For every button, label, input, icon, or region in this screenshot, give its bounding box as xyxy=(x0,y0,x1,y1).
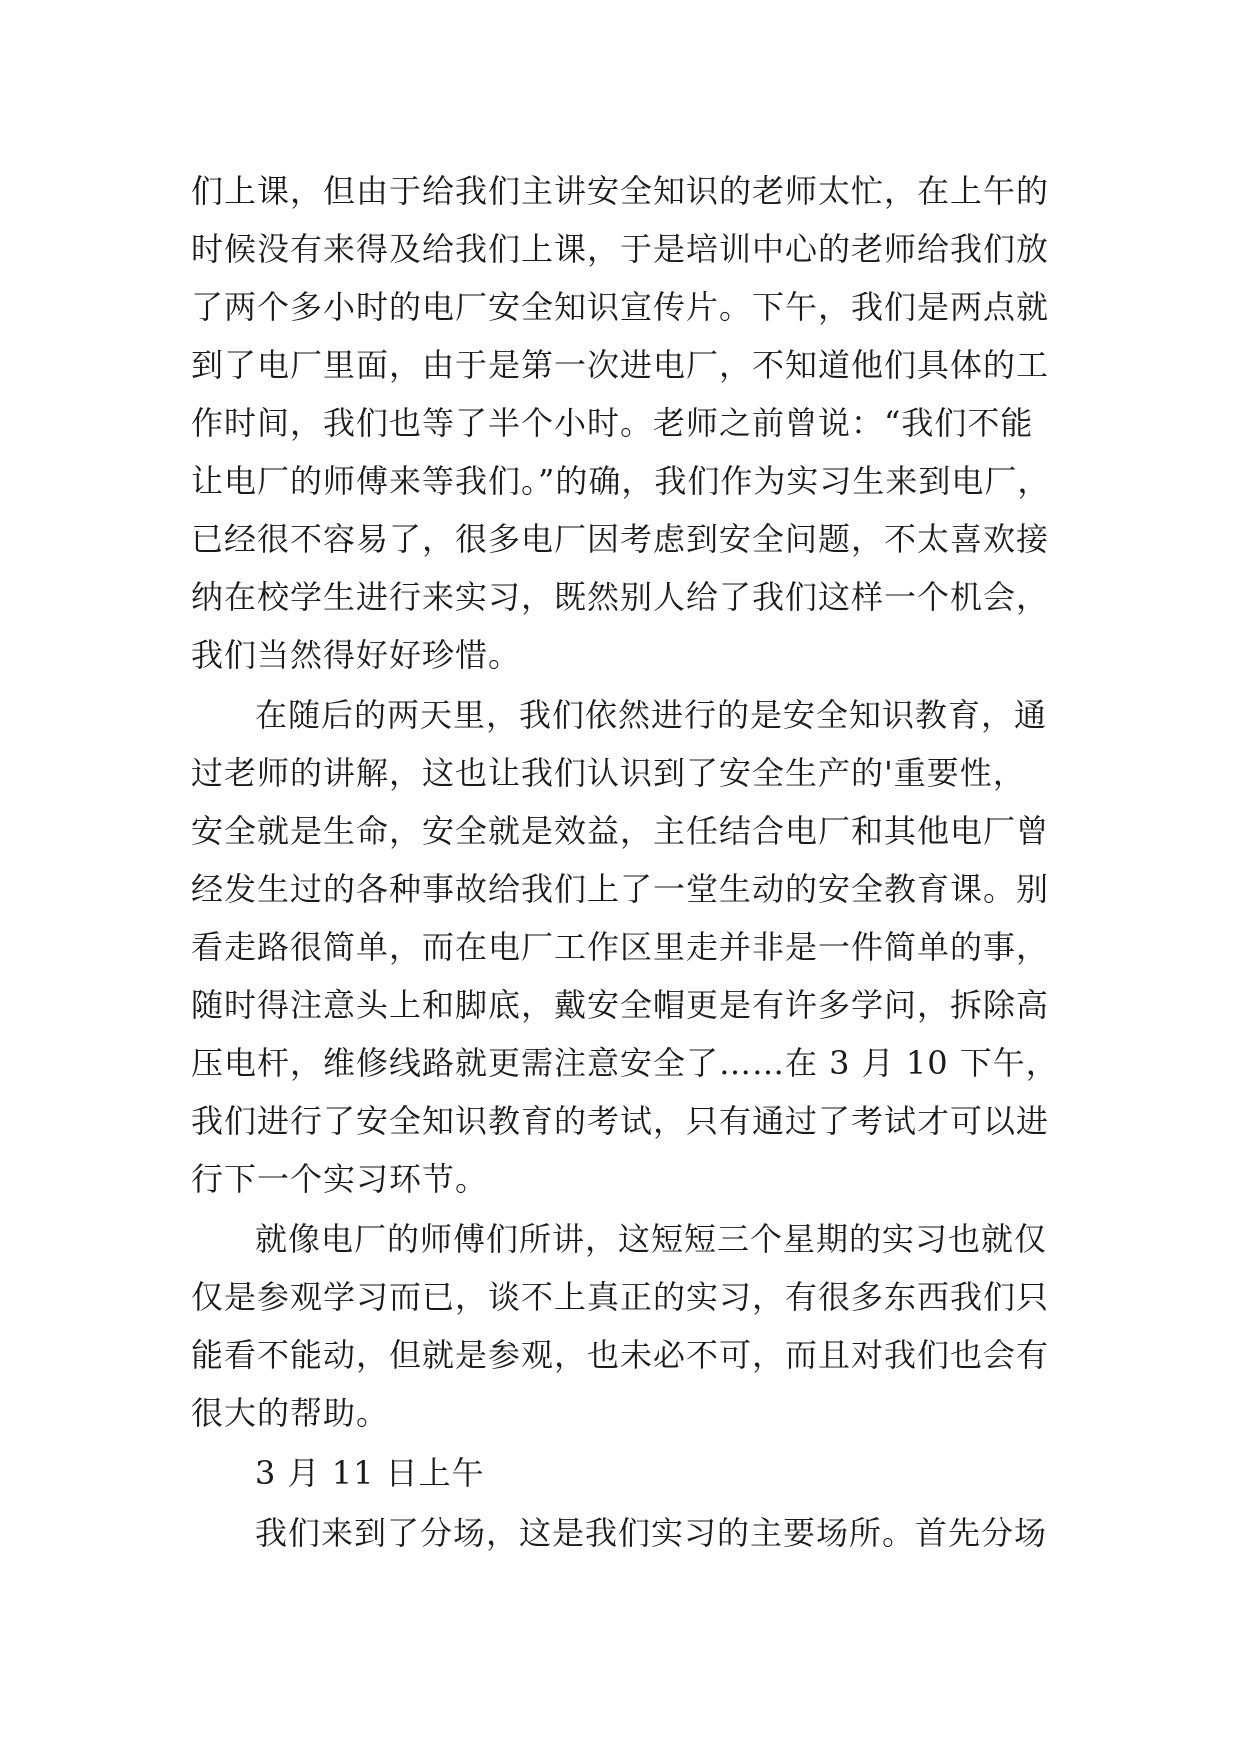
document-body xyxy=(191,162,1071,1562)
text-line: 压电杆，维修线路就更需注意安全了……在 3 月 10 下午， xyxy=(191,1044,1059,1082)
text-line: 我们当然得好好珍惜。 xyxy=(191,636,522,674)
text-line: 们上课，但由于给我们主讲安全知识的老师太忙，在上午的 xyxy=(191,172,1050,210)
text-line: 到了电厂里面，由于是第一次进电厂，不知道他们具体的工 xyxy=(191,346,1050,384)
text-line: 在随后的两天里，我们依然进行的是安全知识教育，通 xyxy=(255,696,1048,734)
text-line: 作时间，我们也等了半个小时。老师之前曾说：“我们不能 xyxy=(191,404,1034,442)
text-line: 过老师的讲解，这也让我们认识到了安全生产的'重要性， xyxy=(191,754,1026,792)
paragraph xyxy=(191,1504,1071,1562)
text-line: 很大的帮助。 xyxy=(191,1394,390,1432)
paragraph xyxy=(191,686,1071,1208)
text-line: 安全就是生命，安全就是效益，主任结合电厂和其他电厂曾 xyxy=(191,812,1050,850)
text-line: 纳在校学生进行来实习，既然别人给了我们这样一个机会， xyxy=(191,578,1050,616)
text-line: 能看不能动，但就是参观，也未必不可，而且对我们也会有 xyxy=(191,1336,1050,1374)
text-line: 随时得注意头上和脚底，戴安全帽更是有许多学问，拆除高 xyxy=(191,986,1050,1024)
date-heading xyxy=(191,1444,1071,1502)
paragraph xyxy=(191,1210,1071,1442)
text-line: 行下一个实习环节。 xyxy=(191,1160,489,1198)
text-line: 3 月 11 日上午 xyxy=(255,1454,485,1492)
text-line: 看走路很简单，而在电厂工作区里走并非是一件简单的事， xyxy=(191,928,1050,966)
text-line: 让电厂的师傅来等我们。”的确，我们作为实习生来到电厂， xyxy=(191,462,1051,500)
text-line: 了两个多小时的电厂安全知识宣传片。下午，我们是两点就 xyxy=(191,288,1050,326)
text-line: 经发生过的各种事故给我们上了一堂生动的安全教育课。别 xyxy=(191,870,1050,908)
text-line: 已经很不容易了，很多电厂因考虑到安全问题，不太喜欢接 xyxy=(191,520,1050,558)
text-line: 我们来到了分场，这是我们实习的主要场所。首先分场 xyxy=(255,1514,1048,1552)
paragraph xyxy=(191,162,1071,684)
text-line: 就像电厂的师傅们所讲，这短短三个星期的实习也就仅 xyxy=(255,1220,1048,1258)
text-line: 仅是参观学习而已，谈不上真正的实习，有很多东西我们只 xyxy=(191,1278,1050,1316)
text-line: 我们进行了安全知识教育的考试，只有通过了考试才可以进 xyxy=(191,1102,1050,1140)
text-line: 时候没有来得及给我们上课，于是培训中心的老师给我们放 xyxy=(191,230,1050,268)
